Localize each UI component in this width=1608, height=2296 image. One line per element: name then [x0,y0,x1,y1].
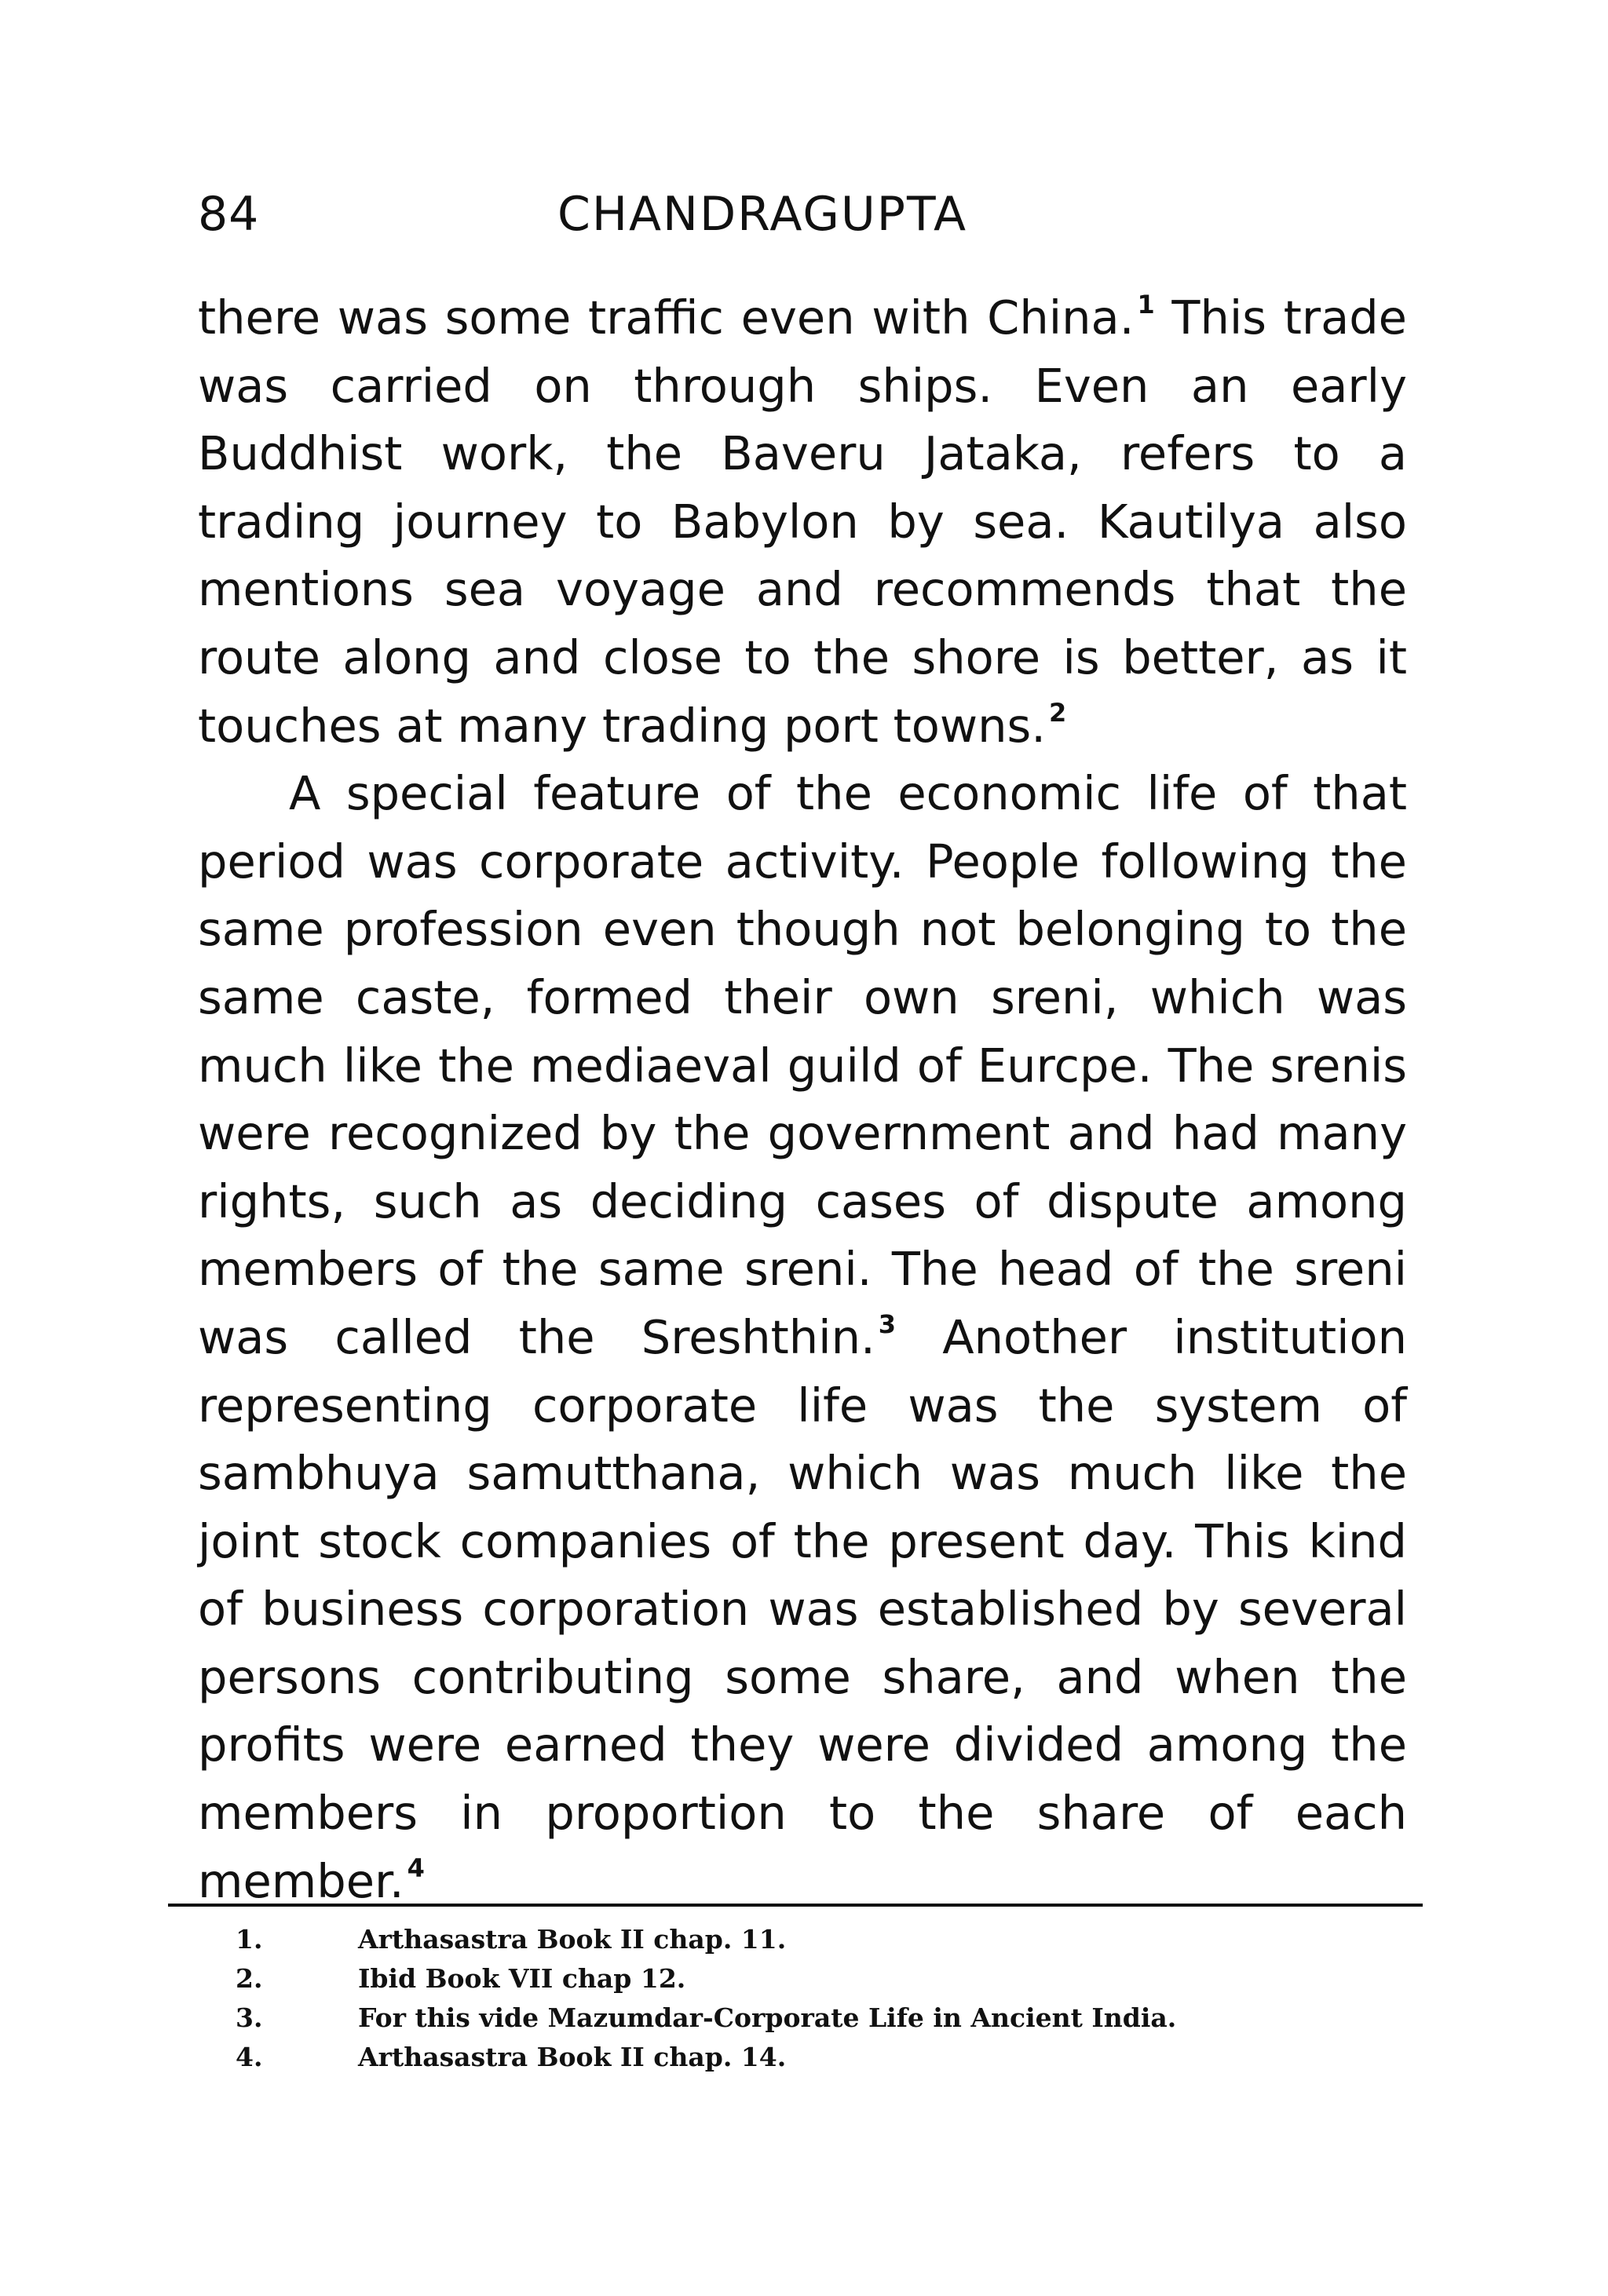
paragraph-1 [198,284,1407,760]
page-header [198,179,1407,250]
footnote-2-text: Ibid Book VII chap 12. [358,1963,686,1994]
page-number: 84 [198,187,260,242]
footnote-2 [236,1959,1413,1999]
footnote-ref-2: 2 [1049,697,1067,728]
footnotes [236,1920,1413,2077]
footnote-3-text: For this vide Mazumdar-Corporate Life in Ancient India. [358,2002,1177,2033]
paragraph-1-text-1: there was some traffic even with China. [198,290,1135,345]
footnote-ref-4: 4 [407,1852,425,1883]
footnote-1 [236,1920,1413,1959]
footnote-4-number: 4. [236,2042,263,2072]
paragraph-2 [198,760,1407,1915]
running-title: CHANDRAGUPTA [557,187,968,242]
paragraph-1-text-2: This trade was carried on through ships. Even an early Buddhist work, the Baveru Jataka, refers to a trading journey to Babylon by sea. Kautilya also mentions sea voyage and recommends that the route along and close to the shore is better, as it touches at many trading port towns. [198,290,1407,753]
footnote-divider [168,1904,1423,1907]
paragraph-2-text-2: Another institution representing corporate life was the system of sambhuya samutthana, which was much like the joint stock companies of the present day. This kind of business corporation was established by several persons contributing some share, and when the profits were earned they were divided among the members in proportion to the share of each member. [198,1309,1407,1908]
footnote-ref-1: 1 [1137,290,1155,319]
footnote-4 [236,2038,1413,2077]
footnote-ref-3: 3 [878,1309,896,1339]
footnote-3-number: 3. [236,2002,263,2033]
footnote-1-number: 1. [236,1924,263,1955]
paragraph-2-text-1: A special feature of the economic life of that period was corporate activity. People following the same profession even though not belonging to the same caste, formed their own sreni, which was much like the mediaeval guild of Eurcpe. The srenis were recognized by the government and had many rights, such as deciding cases of dispute among members of the same sreni. The head of the sreni was called the Sreshthin. [198,766,1407,1364]
footnote-4-text: Arthasastra Book II chap. 14. [358,2042,787,2072]
footnote-3 [236,1999,1413,2038]
footnote-2-number: 2. [236,1963,263,1994]
footnote-1-text: Arthasastra Book II chap. 11. [358,1924,787,1955]
body-text [198,284,1407,1915]
